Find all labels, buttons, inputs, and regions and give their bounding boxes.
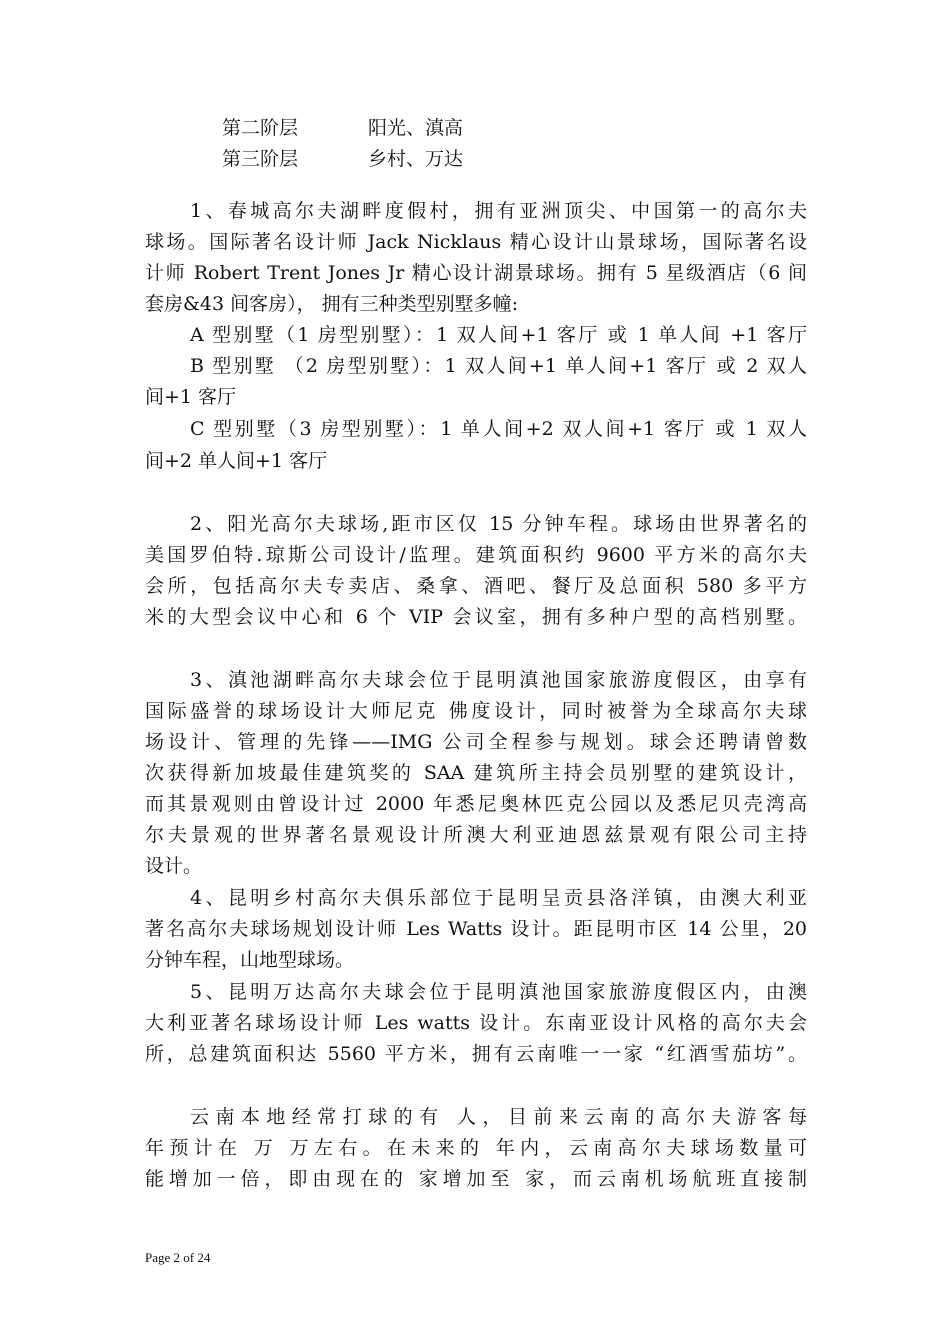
text-line: 4、昆明乡村高尔夫俱乐部位于昆明呈贡县洛洋镇，由澳大利亚 [190, 887, 807, 909]
text-line: 分钟车程，山地型球场。 [145, 949, 355, 971]
text-line: 球场。国际著名设计师 Jack Nicklaus 精心设计山景球场，国际著名设 [145, 231, 807, 253]
text-line: 5、昆明万达高尔夫球会位于昆明滇池国家旅游度假区内，由澳 [190, 981, 807, 1003]
text-line: 会所，包括高尔夫专卖店、桑拿、酒吧、餐厅及总面积 580 多平方 [145, 575, 807, 597]
tier-label: 第二阶层 [222, 117, 299, 139]
tier-row-2 [222, 115, 464, 141]
tier-row-3 [222, 146, 464, 172]
tier-value: 阳光、滇高 [368, 117, 464, 139]
text-line: 大利亚著名球场设计师 Les watts 设计。东南亚设计风格的高尔夫会 [145, 1012, 807, 1034]
text-line: 米的大型会议中心和 6 个 VIP 会议室，拥有多种户型的高档别墅。 [145, 606, 807, 628]
text-line: 国际盛誉的球场设计大师尼克 佛度设计，同时被誉为全球高尔夫球 [145, 700, 807, 722]
text-line: 能增加一倍，即由现在的 家增加至 家，而云南机场航班直接制 [145, 1168, 807, 1190]
tier-value: 乡村、万达 [368, 148, 464, 170]
text-line: 美国罗伯特.琼斯公司设计/监理。建筑面积约 9600 平方米的高尔夫 [145, 544, 807, 566]
text-line: 著名高尔夫球场规划设计师 Les Watts 设计。距昆明市区 14 公里，20 [145, 918, 807, 940]
text-line: A 型别墅（1 房型别墅）：1 双人间+1 客厅 或 1 单人间 +1 客厅 [190, 324, 807, 346]
text-line: 3、滇池湖畔高尔夫球会位于昆明滇池国家旅游度假区，由享有 [190, 669, 807, 691]
text-line: 计师 Robert Trent Jones Jr 精心设计湖景球场。拥有 5 星级酒店（6 间 [145, 262, 807, 284]
text-line: 云南本地经常打球的有 人，目前来云南的高尔夫游客每 [190, 1106, 807, 1128]
text-line: 间+2 单人间+1 客厅 [145, 450, 328, 472]
text-line: 所，总建筑面积达 5560 平方米，拥有云南唯一一家 “红酒雪茄坊”。 [145, 1043, 807, 1065]
text-line: 而其景观则由曾设计过 2000 年悉尼奥林匹克公园以及悉尼贝壳湾高 [145, 793, 807, 815]
text-line: B 型别墅 （2 房型别墅）：1 双人间+1 单人间+1 客厅 或 2 双人 [190, 355, 807, 377]
text-line: C 型别墅（3 房型别墅）：1 单人间+2 双人间+1 客厅 或 1 双人 [190, 418, 807, 440]
text-line: 场设计、管理的先锋——IMG 公司全程参与规划。球会还聘请曾数 [145, 731, 807, 753]
text-line: 间+1 客厅 [145, 386, 237, 408]
text-line: 2、阳光高尔夫球场,距市区仅 15 分钟车程。球场由世界著名的 [190, 513, 807, 535]
text-line: 套房&43 间客房）， 拥有三种类型别墅多幢: [145, 293, 519, 315]
text-line: 1、春城高尔夫湖畔度假村，拥有亚洲顶尖、中国第一的高尔夫 [190, 200, 807, 222]
text-line: 年预计在 万 万左右。在未来的 年内，云南高尔夫球场数量可 [145, 1137, 807, 1159]
text-line: 设计。 [145, 855, 203, 877]
page-footer: Page 2 of 24 [145, 1250, 211, 1265]
text-line: 尔夫景观的世界著名景观设计所澳大利亚迪恩兹景观有限公司主持 [145, 824, 807, 846]
text-line: 次获得新加坡最佳建筑奖的 SAA 建筑所主持会员别墅的建筑设计， [145, 762, 807, 784]
tier-label: 第三阶层 [222, 148, 299, 170]
